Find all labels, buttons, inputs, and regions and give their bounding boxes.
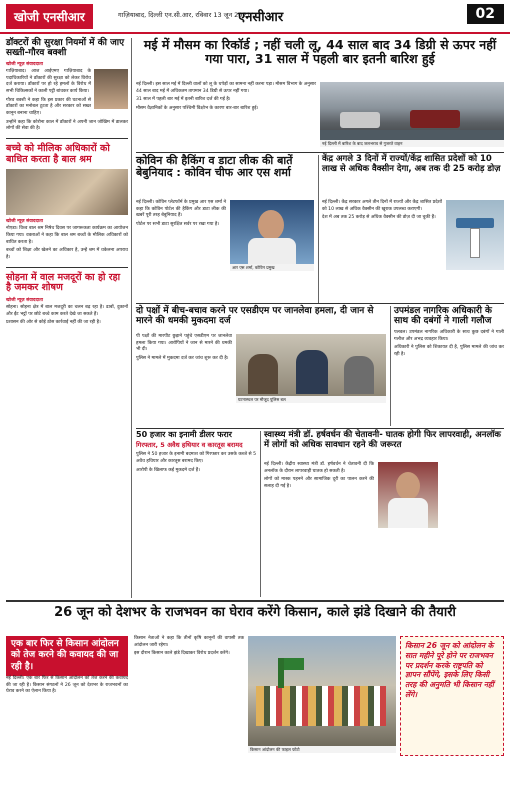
paragraph: पलवल। उपमंडल नागरिक अधिकारी के साथ कुछ दबंगों ने गाली गलौज और अभद्र व्यवहार किया। — [394, 330, 504, 342]
paragraph: नोएडा। विश्व बाल श्रम निषेध दिवस पर जागरूकता कार्यक्रम का आयोजन किया गया। वक्ताओं ने कहा कि बाल श्रम बच्चों के मौलिक अधिकारों को बाधित करता है। — [6, 226, 128, 245]
callout-text: किसान 26 जून को आंदोलन के सात महीने पूरे होने पर राजभवन पर प्रदर्शन करके राष्ट्रपति को ज्ञापन सौंपेंगे, इसके लिए किसी तरह की अनुमति भी किसान नहीं लेंगे। — [405, 641, 494, 699]
vaccine-body-col — [322, 200, 442, 224]
story-body — [6, 305, 128, 327]
divider — [6, 600, 504, 602]
paragraph: गाज़ियाबाद। आज आईएमए गाज़ियाबाद के पदाधिकारियों ने डॉक्टरों की सुरक्षा को लेकर विरोध दर्ज कराया। डॉक्टरों पर हो रहे हमलों के विरोध में सभी चिकित्सकों ने काली पट्टी बांधकर कार्य किया। — [6, 69, 91, 95]
farmers-story — [6, 606, 504, 621]
kovin-body-col — [136, 200, 226, 231]
minister-photo — [378, 462, 438, 528]
date-line: गाज़ियाबाद, दिल्ली एन.सी.आर, रविवार 13 जून 2021 — [118, 11, 251, 19]
left-column — [6, 38, 128, 598]
health-body-col — [264, 462, 374, 493]
farmers-body — [134, 636, 244, 658]
paragraph: नई दिल्ली। इस साल मई में दिल्ली वालों को लू के थपेड़ों का सामना नहीं करना पड़ा। मौसम विभाग के अनुसार 44 साल बाद मई में अधिकतम तापमान 34 डिग्री से ऊपर नहीं गया। — [136, 82, 317, 94]
farmers-body — [6, 676, 128, 696]
newspaper-logo: खोजी एनसीआर — [6, 4, 93, 29]
kovin-headline: कोविन की हैकिंग व डाटा लीक की बातें बेबुनियाद : कोविन चीफ आर एस शर्मा — [136, 154, 293, 180]
paragraph: अधिकारी ने पुलिस को शिकायत दी है, पुलिस मामले की जांच कर रही है। — [394, 345, 504, 358]
reward-subheadline: गिरफ्तार, 5 अवैध हथियार व कारतूस बरामद — [136, 440, 243, 449]
sdm-photo — [236, 334, 386, 396]
sdm-body-col — [136, 334, 232, 365]
story-headline: सोहना में वाल मजदूरों का हो रहा है जमकर शोषण — [6, 271, 121, 294]
paragraph: किसान नेताओं ने कहा कि तीनों कृषि कानूनों की वापसी तक आंदोलन जारी रहेगा। — [134, 636, 244, 648]
paragraph: पुलिस ने 50 हजार के इनामी बदमाश को गिरफ्तार कर उसके कब्जे से 5 अवैध हथियार और कारतूस बरामद किए। — [136, 452, 256, 464]
reward-headline: 50 हजार का इनामी डीलर फरार — [136, 430, 232, 439]
lead-story — [136, 38, 504, 66]
paragraph: लोगों को मास्क पहनने और सामाजिक दूरी का पालन करने की सलाह दी गई है। — [264, 477, 374, 489]
lead-body — [136, 82, 316, 113]
paragraph: 31 साल में पहली बार मई में इतनी बारिश दर्ज की गई है। — [136, 97, 231, 103]
sdm-body — [136, 334, 232, 363]
column-divider — [131, 38, 132, 598]
kovin-story — [136, 155, 314, 180]
paragraph: नई दिल्ली। केंद्रीय स्वास्थ्य मंत्री डॉ. हर्षवर्धन ने चेतावनी दी कि अनलॉक के दौरान लापरवाही घातक हो सकती है। — [264, 462, 374, 474]
reward-story — [136, 431, 256, 476]
sdm-headline: दो पक्षों में बीच-बचाव करने पर एसडीएम पर जानलेवा हमला, दी जान से मारने की धमकी मुकदमा दर्ज — [136, 306, 374, 327]
farmers-body-col — [6, 676, 128, 698]
farmers-callout — [400, 636, 504, 756]
sdm-story — [136, 306, 386, 326]
officer-headline: उपमंडल नागरिक अधिकारी के साथ की दबंगों ने गाली गलौज — [394, 306, 492, 327]
paragraph: देश में अब तक 25 करोड़ से अधिक वैक्सीन की डोज़ दी जा चुकी हैं। — [322, 215, 436, 221]
section-title: एनसीआर — [238, 10, 284, 25]
photo-caption: घटनास्थल पर मौजूद पुलिस बल — [236, 396, 386, 403]
photo-caption: आर एस शर्मा, कोविन प्रमुख — [230, 264, 314, 271]
officer-story — [394, 306, 504, 361]
farmers-body-col-2 — [134, 636, 244, 660]
paragraph: प्रशासन की ओर से कोई ठोस कार्रवाई नहीं की जा रही है। — [6, 320, 101, 326]
column-divider — [390, 306, 391, 426]
photo-caption: किसान आंदोलन की फाइल फोटो — [248, 746, 396, 753]
vaccine-photo — [446, 200, 504, 270]
paragraph: मौसम वैज्ञानिकों के अनुसार पश्चिमी विक्षोभ के कारण बार-बार बारिश हुई। — [136, 105, 259, 111]
story-byline: खोजी न्यूज़ संवाददाता — [6, 219, 43, 225]
child-labour-photo — [6, 169, 128, 215]
reward-body — [136, 452, 256, 474]
kovin-body — [136, 200, 226, 229]
farmers-headline: 26 जून को देशभर के राजभवन का घेराव करेंगे किसान, काले झंडे दिखाने की तैयारी — [54, 605, 456, 620]
paragraph: पी पक्षों की मारपीट छुड़ाने पहुंचे एसडीएम पर जानलेवा हमला किया गया। आरोपियों ने जान से मारने की धमकी भी दी। — [136, 334, 232, 353]
story-headline: डॉक्टरों की सुरक्षा नियमों में की जाए सख्ती-गौरव बक्शी — [6, 38, 125, 59]
divider — [136, 152, 504, 153]
paragraph: नई दिल्ली। कोविन प्लेटफॉर्म के प्रमुख आर एस शर्मा ने कहा कि कोविन पोर्टल की हैकिंग और डाटा लीक की खबरें पूरी तरह बेबुनियाद हैं। — [136, 200, 226, 219]
paragraph: नई दिल्ली। केंद्र सरकार अगले तीन दिनों में राज्यों और केंद्र शासित प्रदेशों को 10 लाख से अधिक वैक्सीन की खुराक उपलब्ध कराएगी। — [322, 200, 442, 212]
farmers-bullet: एक बार फिर से किसान आंदोलन को तेज करने की कवायद की जा रही है। — [6, 636, 128, 676]
paragraph: आरोपी के खिलाफ कई मुकदमे दर्ज हैं। — [136, 467, 200, 473]
farmers-photo — [248, 636, 396, 746]
officer-body — [394, 330, 504, 359]
rain-photo — [320, 82, 504, 140]
paragraph: पोर्टल पर सभी डाटा सुरक्षित सर्वर पर रखा गया है। — [136, 221, 220, 227]
paragraph: बच्चों को शिक्षा और खेलने का अधिकार है, उन्हें श्रम में धकेलना अपराध है। — [6, 248, 128, 260]
lead-body-col — [136, 82, 316, 115]
vaccine-body — [322, 200, 442, 222]
health-story — [264, 431, 504, 450]
vaccine-headline: केंद्र अगले 3 दिनों में राज्यों/केंद्र शासित प्रदेशों को 10 लाख से अधिक वैक्सीन देगा, अब तक दी 25 करोड़ डोज़ — [322, 154, 501, 174]
paragraph: सोहना। सोहना क्षेत्र में बाल मजदूरी का चलन बढ़ रहा है। ढाबों, दुकानों और ईंट भट्ठों पर छोटे बच्चे काम करते देखे जा सकते हैं। — [6, 304, 128, 317]
health-body — [264, 462, 374, 491]
health-headline: स्वास्थ्य मंत्री डॉ. हर्षवर्धन की चेतावनी- घातक होगी फिर लापरवाही, अनलॉक में लोगों को अधिक सावधान रहने की जरूरत — [264, 430, 501, 450]
divider — [136, 303, 504, 304]
story-body — [6, 226, 128, 261]
story-byline: खोजी न्यूज़ संवाददाता — [6, 297, 43, 303]
story-byline: खोजी न्यूज़ संवाददाता — [6, 62, 43, 68]
paragraph: नई दिल्ली। एक बार फिर से किसान आंदोलन को तेज करने की कवायद की जा रही है। किसान संगठनों ने 26 जून को देशभर के राजभवनों का घेराव करने का ऐलान किया है। — [6, 676, 128, 695]
paragraph: गौरव बक्शी ने कहा कि इस प्रकार की घटनाओं से डॉक्टरों का मनोबल टूटता है और सरकार को सख्त कानून बनाना चाहिए। — [6, 97, 91, 117]
paragraph: इस दौरान किसान काले झंडे दिखाकर विरोध प्रदर्शन करेंगे। — [134, 651, 230, 657]
masthead — [0, 0, 510, 34]
column-divider — [318, 155, 319, 303]
story-headline: बच्चे को मीलिक अधिकारों को बाधित करता है बाल श्रम — [6, 143, 110, 165]
divider — [136, 428, 504, 429]
page-number: 02 — [467, 4, 504, 24]
portrait-photo — [94, 69, 128, 109]
kovin-photo — [230, 200, 314, 264]
paragraph: उन्होंने कहा कि कोरोना काल में डॉक्टरों ने अपनी जान जोखिम में डालकर लोगों की सेवा की है। — [6, 119, 128, 132]
paragraph: पुलिस ने मामले में मुकदमा दर्ज कर जांच शुरू कर दी है। — [136, 355, 229, 361]
photo-caption: नई दिल्ली में बारिश के बाद जलभराव से गुजरते वाहन — [320, 140, 504, 147]
vaccine-story — [322, 155, 504, 174]
lead-headline: मई में मौसम का रिकॉर्ड ; नहीं चली लू, 44 साल बाद 34 डिग्री से ऊपर नहीं गया पारा, 31 साल में पहली बार इतनी बारिश हुई — [143, 37, 497, 66]
column-divider — [260, 431, 261, 597]
